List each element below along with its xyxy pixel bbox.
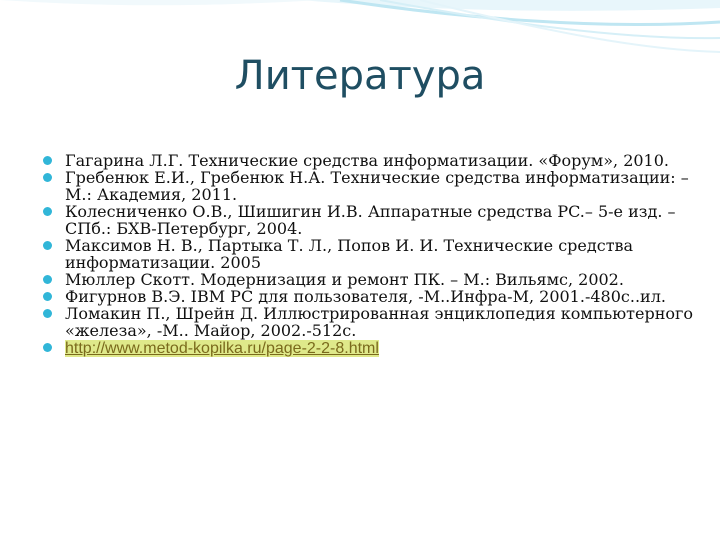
reference-link[interactable]: http://www.metod-kopilka.ru/page-2-2-8.html xyxy=(65,340,379,357)
reference-item xyxy=(43,271,703,288)
reference-text: Колесниченко О.В., Шишигин И.В. Аппаратные средства PC.– 5-е изд. – СПб.: БХВ-Петербург, 2004. xyxy=(65,202,676,238)
reference-item xyxy=(43,169,703,203)
reference-item xyxy=(43,339,703,357)
reference-item xyxy=(43,152,703,169)
bullet-icon xyxy=(43,207,52,216)
reference-item xyxy=(43,203,703,237)
reference-text: Гребенюк Е.И., Гребенюк Н.А. Технические средства информатизации: – М.: Академия, 2011. xyxy=(65,168,689,204)
bullet-icon xyxy=(43,309,52,318)
reference-item xyxy=(43,305,703,339)
reference-item xyxy=(43,237,703,271)
reference-text: Мюллер Скотт. Модернизация и ремонт ПК. – М.: Вильямс, 2002. xyxy=(65,270,624,289)
reference-list xyxy=(43,152,703,357)
reference-text: Ломакин П., Шрейн Д. Иллюстрированная энциклопедия компьютерного «железа», -М.. Майор, 2002.-512с. xyxy=(65,304,694,340)
bullet-icon xyxy=(43,241,52,250)
reference-text: Фигурнов В.Э. IBM PC для пользователя, -М..Инфра-М, 2001.-480с..ил. xyxy=(65,287,666,306)
bullet-icon xyxy=(43,173,52,182)
bullet-icon xyxy=(43,275,52,284)
bullet-icon xyxy=(43,156,52,165)
bullet-icon xyxy=(43,343,52,352)
slide-title: Литература xyxy=(234,53,486,99)
reference-text: Максимов Н. В., Партыка Т. Л., Попов И. И. Технические средства информатизации. 2005 xyxy=(65,236,634,272)
reference-text: Гагарина Л.Г. Технические средства информатизации. «Форум», 2010. xyxy=(65,151,669,170)
reference-item xyxy=(43,288,703,305)
bullet-icon xyxy=(43,292,52,301)
